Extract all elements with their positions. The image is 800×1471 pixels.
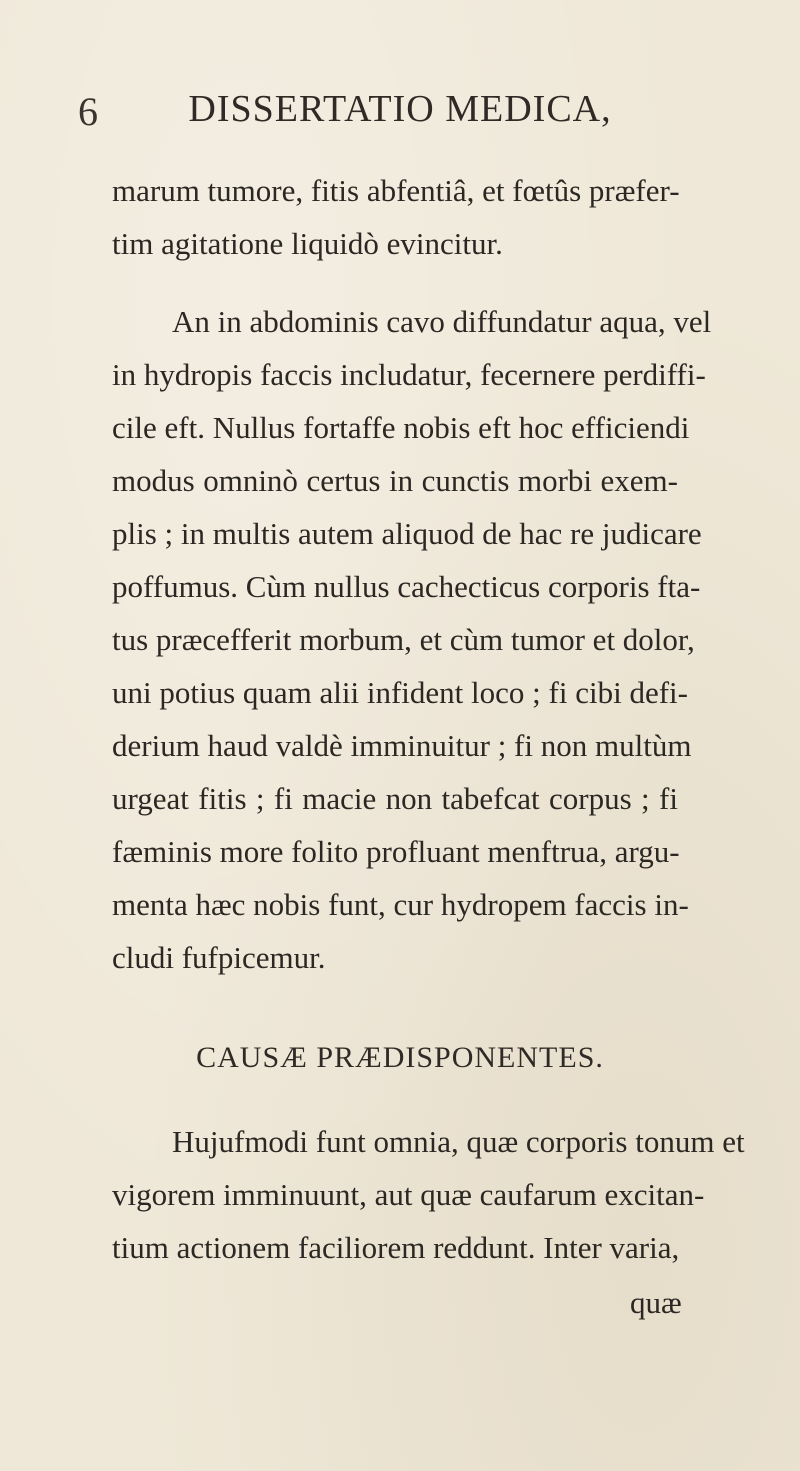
text-line: marum tumore, fitis abfentiâ, et fœtûs præfer-: [112, 173, 680, 208]
text-line: menta hæc nobis funt, cur hydropem faccis in-: [112, 887, 689, 922]
text-line: poffumus. Cùm nullus cachecticus corporis fta-: [112, 569, 701, 604]
text-line: fæminis more folito profluant menftrua, argu-: [112, 834, 680, 869]
text-line: tus præcefferit morbum, et cùm tumor et dolor,: [112, 622, 695, 657]
text-line: tium actionem faciliorem reddunt. Inter varia,: [112, 1230, 680, 1265]
text-line: vigorem imminuunt, aut quæ caufarum excitan-: [112, 1177, 705, 1212]
text-line: cludi fufpicemur.: [112, 940, 326, 975]
text-line: plis ; in multis autem aliquod de hac re judicare: [112, 516, 702, 551]
text-line: in hydropis faccis includatur, fecernere perdiffi-: [112, 357, 706, 392]
text-line: derium haud valdè imminuitur ; fi non multùm: [112, 728, 692, 763]
catchword: quæ: [630, 1285, 682, 1320]
text-line: cile eft. Nullus fortaffe nobis eft hoc efficiendi: [112, 410, 690, 445]
text-line: modus omninò certus in cunctis morbi exem-: [112, 463, 678, 498]
text-line: urgeat fitis ; fi macie non tabefcat corpus ; fi: [112, 781, 678, 816]
text-line: Hujufmodi funt omnia, quæ corporis tonum et: [172, 1124, 745, 1159]
text-line: An in abdominis cavo diffundatur aqua, vel: [172, 304, 712, 339]
running-head: DISSERTATIO MEDICA,: [188, 88, 612, 130]
text-line: uni potius quam alii infident loco ; fi cibi defi-: [112, 675, 688, 710]
text-line: tim agitatione liquidò evincitur.: [112, 226, 503, 261]
section-heading: CAUSÆ PRÆDISPONENTES.: [196, 1041, 604, 1074]
page-number: 6: [78, 89, 98, 134]
